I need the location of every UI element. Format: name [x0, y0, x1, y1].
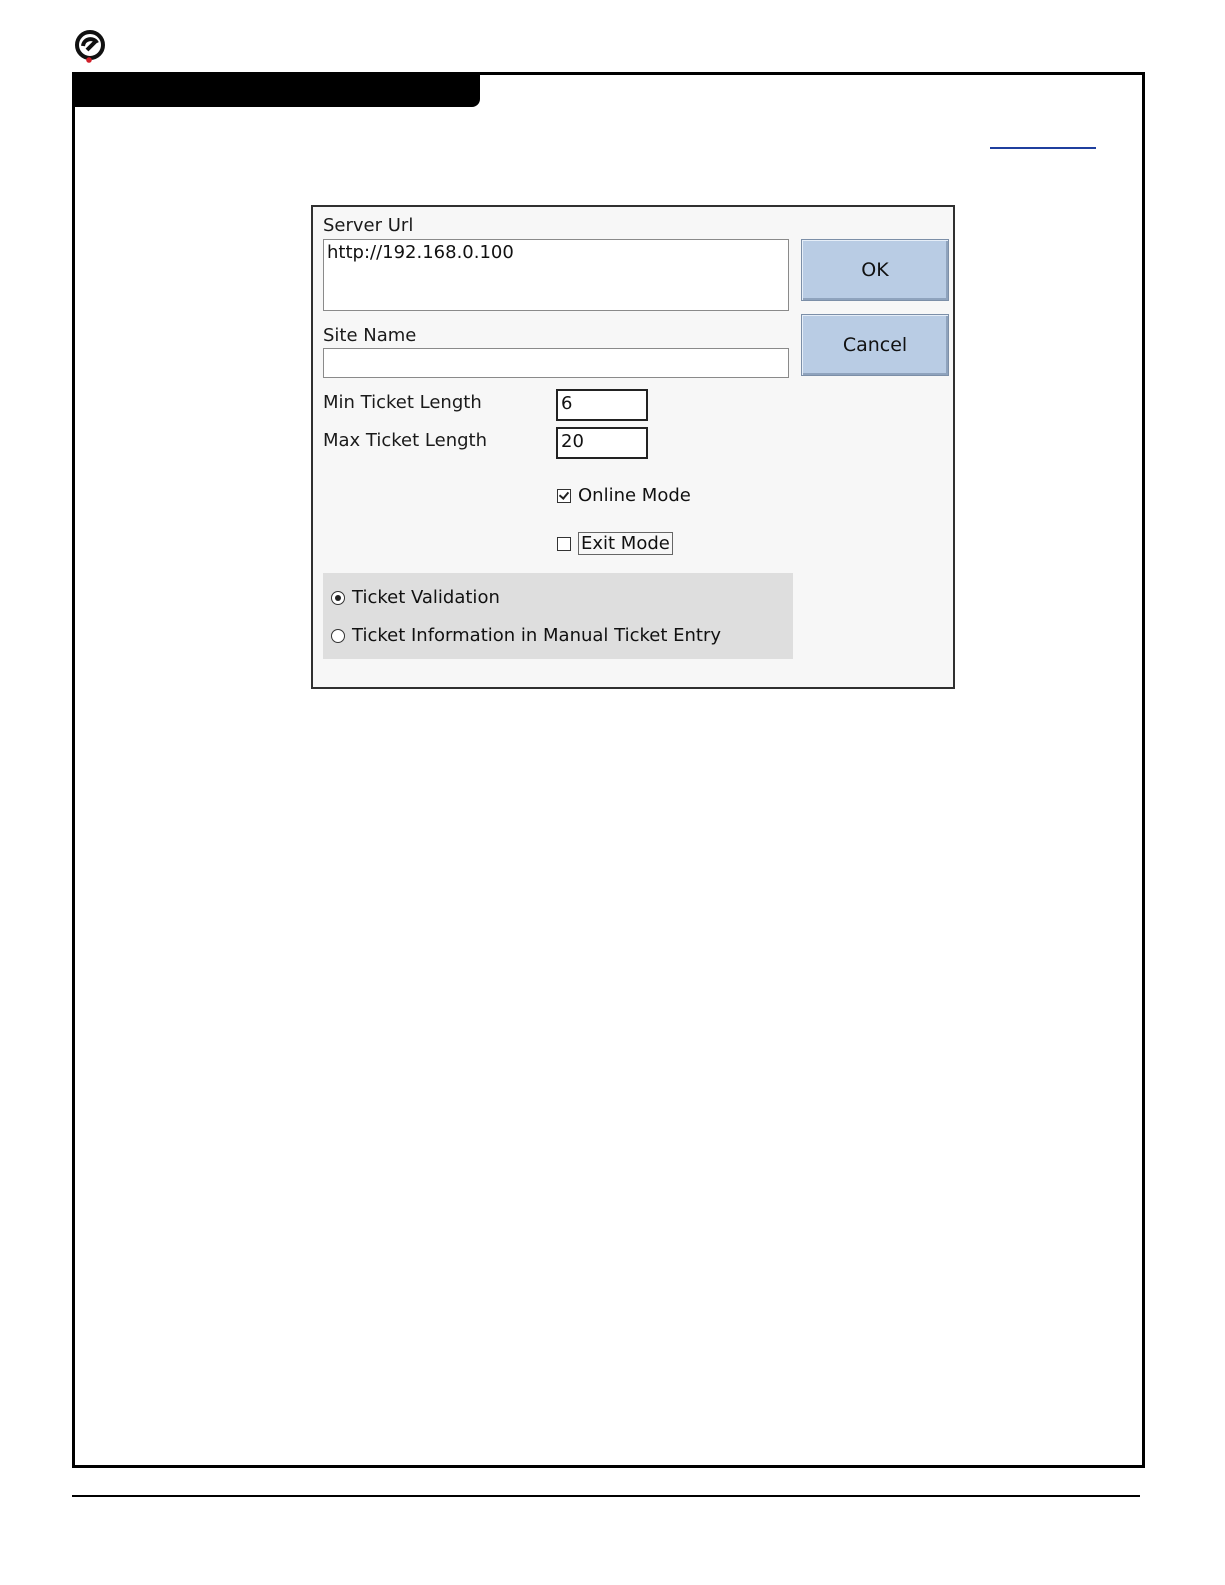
server-url-label: Server Url	[323, 215, 414, 236]
footer-rule	[72, 1495, 1140, 1497]
min-ticket-length-input[interactable]: 6	[556, 389, 648, 421]
site-name-input[interactable]	[323, 348, 789, 378]
site-name-label: Site Name	[323, 325, 417, 346]
exit-mode-label: Exit Mode	[578, 532, 673, 555]
checkmark-icon	[559, 489, 569, 500]
max-ticket-length-label: Max Ticket Length	[323, 430, 487, 451]
cancel-button[interactable]: Cancel	[801, 314, 949, 376]
max-ticket-length-input[interactable]: 20	[556, 427, 648, 459]
radio-ticket-validation[interactable]	[331, 587, 500, 608]
page-frame	[72, 72, 1145, 1468]
brand-logo-icon	[72, 28, 110, 66]
checkbox-icon[interactable]	[557, 489, 571, 503]
min-ticket-length-label: Min Ticket Length	[323, 392, 482, 413]
radio-unselected-icon[interactable]	[331, 629, 345, 643]
online-mode-label: Online Mode	[578, 485, 691, 506]
checkbox-icon[interactable]	[557, 537, 571, 551]
ok-button[interactable]: OK	[801, 239, 949, 301]
header-tab	[75, 75, 480, 107]
radio-dot-icon	[335, 595, 341, 601]
radio-selected-icon[interactable]	[331, 591, 345, 605]
top-link-underline[interactable]	[990, 147, 1096, 149]
settings-dialog	[311, 205, 955, 689]
radio-ticket-validation-label: Ticket Validation	[352, 587, 500, 608]
exit-mode-checkbox[interactable]	[557, 532, 673, 555]
server-url-input[interactable]: http://192.168.0.100	[323, 239, 789, 311]
radio-ticket-information-label: Ticket Information in Manual Ticket Entry	[352, 625, 722, 646]
mode-radio-group	[323, 573, 793, 659]
online-mode-checkbox[interactable]	[557, 485, 691, 506]
radio-ticket-information[interactable]	[331, 625, 721, 646]
